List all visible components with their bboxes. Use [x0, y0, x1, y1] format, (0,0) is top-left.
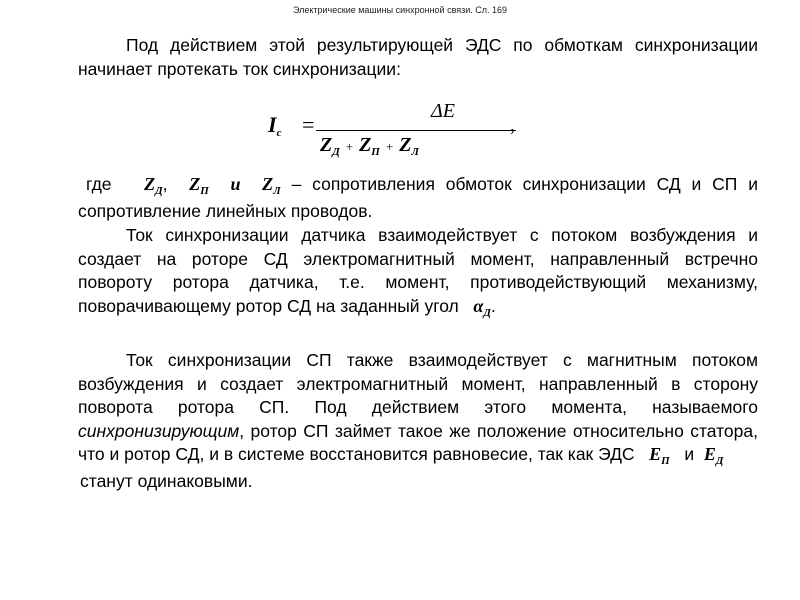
paragraph-receiver-current: Ток синхронизации СП также взаимодействует с магнитным потоком возбуждения и создает электромагнитный момент, направленный в сторону поворота ротора СП. Под действием этого момента, называемого синхронизирующим, ротор СП займет такое же положение относительно статора, что и ротор СД, и в системе восстановится равновесие, так как ЭДС $E_П$ и $E_Д$ станут одинаковыми.: [78, 350, 758, 491]
slide-header: Электрические машины синхронной связи. Сл. 169: [292, 5, 508, 15]
paragraph-intro-text: Под действием этой результирующей ЭДС по обмоткам синхронизации начинает протекать ток синхронизации:: [78, 35, 758, 79]
var-z-p: $Z_П$: [189, 174, 209, 197]
paragraph-where: где $Z_Д$, $Z_П$ и $Z_Л$ – сопротивления обмоток синхронизации СД и СП и сопротивление линейных проводов.: [78, 174, 759, 221]
conj-i: и: [230, 174, 241, 194]
var-alpha-d: $\alpha_Д$: [473, 295, 491, 319]
term-synchronizing: синхронизирующим: [78, 420, 240, 441]
formula-numerator: ΔE: [431, 100, 455, 122]
formula-denominator: $Z_Д + Z_П + Z_Л$: [320, 134, 419, 158]
paragraph-receiver-end: станут одинаковыми.: [80, 470, 253, 491]
var-e-p: $E_П$: [649, 444, 670, 467]
paragraph-where-rest: – сопротивления обмоток синхронизации СД и СП и сопротивление линейных проводов.: [78, 174, 759, 221]
formula-equals: =: [302, 112, 315, 137]
var-z-l: $Z_Л$: [262, 174, 281, 197]
formula-comma: ,: [510, 114, 515, 136]
var-e-d: $E_Д$: [703, 444, 724, 467]
paragraph-sensor-current: Ток синхронизации датчика взаимодействует с потоком возбуждения и создает на роторе СД электромагнитный момент, направленный встречно повороту ротора датчика, т.е. момент, противодействующий механизму, поворачивающему ротор СД на заданный угол $\alpha_Д$.: [78, 225, 758, 319]
formula-lhs: Iс: [268, 112, 282, 139]
var-z-d: $Z_Д$: [144, 174, 163, 197]
formula-sync-current: [268, 100, 528, 162]
paragraph-intro: [78, 34, 758, 81]
fraction-bar: [316, 130, 516, 131]
